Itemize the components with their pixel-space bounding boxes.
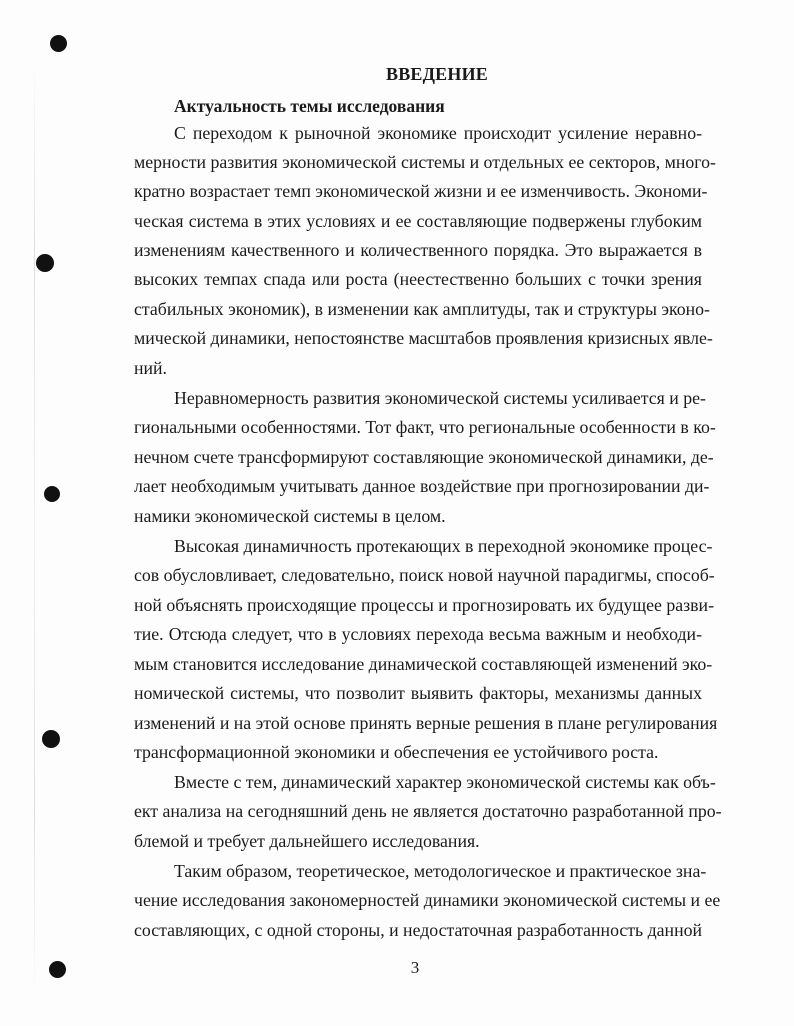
text-line: изменениям качественного и количественного порядка. Это выражается в bbox=[134, 240, 702, 260]
text-line: стабильных экономик), в изменении как амплитуды, так и структуры эконо- bbox=[134, 299, 710, 319]
binder-hole-1 bbox=[50, 35, 67, 52]
document-title: ВВЕДЕНИЕ bbox=[385, 64, 488, 84]
text-line: намики экономической системы в целом. bbox=[134, 506, 446, 526]
text-line: высоких темпах спада или роста (неестественно больших с точки зрения bbox=[134, 269, 702, 289]
text-line: сов обусловливает, следовательно, поиск новой научной парадигмы, способ- bbox=[134, 565, 715, 585]
text-line: изменений и на этой основе принять верные решения в плане регулирования bbox=[134, 713, 718, 733]
text-line: составляющих, с одной стороны, и недостаточная разработанность данной bbox=[134, 920, 702, 940]
text-line: ект анализа на сегодняшний день не является достаточно разработанной про- bbox=[134, 801, 722, 821]
page-number: 3 bbox=[410, 958, 420, 977]
text-line: Вместе с тем, динамический характер экономической системы как объ- bbox=[174, 772, 716, 792]
text-line: трансформационной экономики и обеспечения ее устойчивого роста. bbox=[134, 742, 659, 762]
text-line: чение исследования закономерностей динамики экономической системы и ее bbox=[134, 890, 721, 910]
text-line: гиональными особенностями. Тот факт, что региональные особенности в ко- bbox=[134, 417, 716, 437]
text-line: лает необходимым учитывать данное воздействие при прогнозировании ди- bbox=[134, 476, 710, 496]
page-edge-line bbox=[34, 60, 35, 1000]
text-line: ной объяснять происходящие процессы и прогнозировать их будущее разви- bbox=[134, 595, 714, 615]
binder-hole-2 bbox=[36, 254, 54, 272]
text-line: мической динамики, непостоянстве масштабов проявления кризисных явле- bbox=[134, 328, 713, 348]
text-line: Неравномерность развития экономической системы усиливается и ре- bbox=[174, 388, 706, 408]
text-line: номической системы, что позволит выявить факторы, механизмы данных bbox=[134, 683, 702, 703]
text-line: ний. bbox=[134, 358, 167, 378]
section-heading: Актуальность темы исследования bbox=[174, 96, 445, 116]
text-line: Высокая динамичность протекающих в переходной экономике процес- bbox=[174, 536, 713, 556]
text-line: кратно возрастает темп экономической жизни и ее изменчивость. Экономи- bbox=[134, 181, 708, 201]
binder-hole-3 bbox=[44, 486, 60, 502]
text-line: тие. Отсюда следует, что в условиях перехода весьма важным и необходи- bbox=[134, 624, 702, 644]
text-line: нечном счете трансформируют составляющие экономической динамики, де- bbox=[134, 447, 714, 467]
text-line: Таким образом, теоретическое, методологическое и практическое зна- bbox=[174, 861, 707, 881]
text-line: блемой и требует дальнейшего исследования. bbox=[134, 831, 480, 851]
text-line: ческая система в этих условиях и ее составляющие подвержены глубоким bbox=[134, 211, 702, 231]
text-line: мерности развития экономической системы и отдельных ее секторов, много- bbox=[134, 152, 716, 172]
text-line: С переходом к рыночной экономике происходит усиление неравно- bbox=[174, 123, 702, 143]
binder-hole-4 bbox=[42, 730, 60, 748]
text-line: мым становится исследование динамической составляющей изменений эко- bbox=[134, 654, 713, 674]
